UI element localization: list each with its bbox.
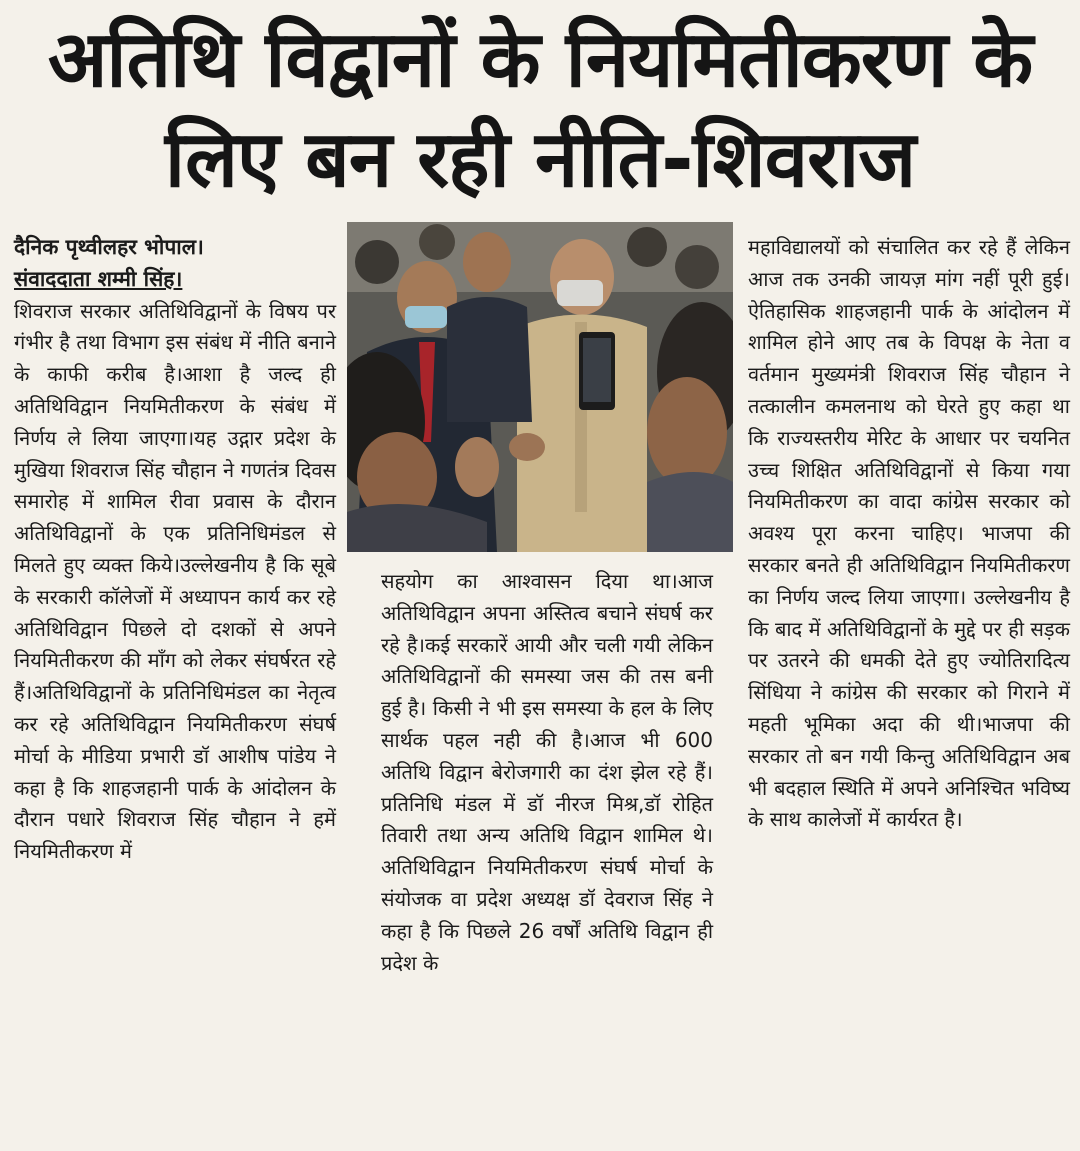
column-3-text: महाविद्यालयों को संचालित कर रहे हैं लेकिन आज तक उनकी जायज़ मांग नहीं पूरी हुई।ऐतिहासिक शाहजहानी पार्क के आंदोलन में शामिल होने आए तब के विपक्ष के नेता व वर्तमान मुख्यमंत्री शिवराज सिंह चौहान ने तत्कालीन कमलनाथ को घेरते हुए कहा था कि राज्यस्तरीय मेरिट के आधार पर चयनित उच्च शिक्षित अतिथिविद्वानों से किया गया नियमितीकरण का वादा कांग्रेस सरकार को अवश्य पूरा करना चाहिए। भाजपा की सरकार बनते ही अतिथिविद्वान नियमितीकरण का निर्णय जल्द लिया जाएगा। उल्लेखनीय है कि बाद में अतिथिविद्वानों के मुद्दे पर ही सड़क पर उतरने की धमकी देते हुए ज्योतिरादित्य सिंधिया ने कांग्रेस की सरकार को गिराने में महती भूमिका अदा की थी।भाजपा की सरकार तो बन गयी किन्तु अतिथिविद्वान अब भी बदहाल स्थिति में अपने अनिश्चित भविष्य के साथ कालेजों में कार्यरत है। <box>748 235 1070 832</box>
headline <box>0 10 1080 210</box>
column-2-text: सहयोग का आश्वासन दिया था।आज अतिथिविद्वान अपना अस्तित्व बचाने संघर्ष कर रहे है।कई सरकारें आयी और चली गयी लेकिन अतिथिविद्वानों की समस्या जस की तस बनी हुई है। किसी ने भी इस समस्या के हल के लिए सार्थक पहल नही की है।आज भी 600 अतिथि विद्वान बेरोजगारी का दंश झेल रहे हैं। प्रतिनिधि मंडल में डॉ नीरज मिश्र,डॉ रोहित तिवारी तथा अन्य अतिथि विद्वान शामिल थे। अतिथिविद्वान नियमितीकरण संघर्ष मोर्चा के संयोजक वा प्रदेश अध्यक्ष डॉ देवराज सिंह ने कहा है कि पिछले 26 वर्षों अतिथि विद्वान ही प्रदेश के <box>381 569 713 975</box>
headline-line-1: अतिथि विद्वानों के नियमितीकरण के <box>47 15 1033 105</box>
column-1-text: शिवराज सरकार अतिथिविद्वानों के विषय पर गंभीर है तथा विभाग इस संबंध में नीति बनाने के काफी करीब है।आशा है जल्द ही अतिथिविद्वान नियमितीकरण के संबंध में निर्णय ले लिया जाएगा।यह उद्गार प्रदेश के मुखिया शिवराज सिंह चौहान ने गणतंत्र दिवस समारोह में शामिल रीवा प्रवास के दौरान अतिथिविद्वानों के एक प्रतिनिधिमंडल से मिलते हुए व्यक्त किये।उल्लेखनीय है कि सूबे के सरकारी कॉलेजों में अध्यापन कार्य कर रहे अतिथिविद्वान पिछले दो दशकों से अपने नियमितीकरण की माँग को लेकर संघर्षरत रहे हैं।अतिथिविद्वानों के प्रतिनिधिमंडल का नेतृत्व कर रहे अतिथिविद्वान नियमितीकरण संघर्ष मोर्चा के मीडिया प्रभारी डॉ आशीष पांडेय ने कहा है कि शाहजहानी पार्क के आंदोलन के दौरान पधारे शिवराज सिंह चौहान ने हमें नियमितीकरण में <box>14 298 336 864</box>
photo-illustration <box>347 222 733 552</box>
byline-source: दैनिक पृथ्वीलहर भोपाल। <box>14 235 204 259</box>
headline-line-2: लिए बन रही नीति-शिवराज <box>164 115 916 205</box>
article-column-1 <box>14 232 336 868</box>
article-column-3 <box>748 232 1070 836</box>
byline-reporter: संवाददाता शम्मी सिंह। <box>14 266 183 291</box>
news-photo <box>347 222 733 552</box>
article-column-2 <box>381 566 713 979</box>
